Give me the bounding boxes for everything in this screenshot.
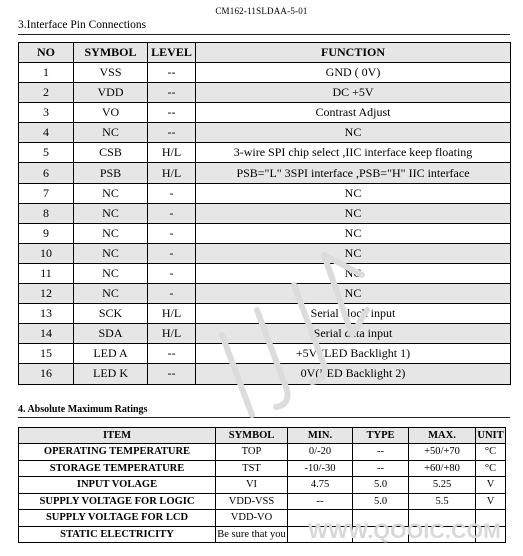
pin-table-row — [19, 364, 511, 384]
ratings-table-row — [19, 444, 506, 461]
column-header-level: LEVEL — [148, 43, 196, 63]
table-cell: VO — [74, 103, 148, 123]
table-cell: SUPPLY VOLTAGE FOR LCD — [19, 510, 216, 527]
table-cell: LED K — [74, 364, 148, 384]
pin-table-row — [19, 83, 511, 103]
pin-table-row — [19, 63, 511, 83]
ratings-table-header-row — [19, 428, 506, 444]
table-cell: -- — [148, 123, 196, 143]
table-cell: NC — [74, 183, 148, 203]
table-cell: +60/+80 — [409, 460, 476, 477]
table-cell: -- — [148, 63, 196, 83]
pin-table-row — [19, 344, 511, 364]
column-header-max: MAX. — [409, 428, 476, 444]
table-cell: NC — [196, 263, 511, 283]
table-cell: TOP — [216, 444, 288, 461]
table-cell: SDA — [74, 324, 148, 344]
table-cell: - — [148, 263, 196, 283]
table-cell: -- — [148, 364, 196, 384]
table-cell: Be sure that you — [216, 526, 288, 543]
table-cell: 9 — [19, 223, 74, 243]
table-cell: LED A — [74, 344, 148, 364]
table-cell: -- — [353, 460, 409, 477]
table-cell: 16 — [19, 364, 74, 384]
table-cell: 12 — [19, 284, 74, 304]
table-cell: Serial data input — [196, 324, 511, 344]
table-cell: VSS — [74, 63, 148, 83]
table-cell: - — [148, 243, 196, 263]
pin-table-row — [19, 284, 511, 304]
table-cell: °C — [476, 444, 506, 461]
table-cell: 2 — [19, 83, 74, 103]
table-cell: -- — [353, 444, 409, 461]
pin-table-row — [19, 324, 511, 344]
table-cell: -10/-30 — [288, 460, 353, 477]
section-3-rule — [18, 34, 510, 35]
pin-table-row — [19, 203, 511, 223]
table-cell: TST — [216, 460, 288, 477]
ratings-table-row — [19, 460, 506, 477]
table-cell: VDD-VSS — [216, 493, 288, 510]
table-cell: -- — [148, 103, 196, 123]
pin-table-row — [19, 304, 511, 324]
table-cell: °C — [476, 460, 506, 477]
table-cell: CSB — [74, 143, 148, 163]
table-cell: NC — [196, 243, 511, 263]
table-cell: 5.25 — [409, 477, 476, 494]
table-cell: DC +5V — [196, 83, 511, 103]
pin-table-row — [19, 223, 511, 243]
pin-table-row — [19, 123, 511, 143]
pin-table-row — [19, 263, 511, 283]
column-header-symbol: SYMBOL — [74, 43, 148, 63]
column-header-unit: UNIT — [476, 428, 506, 444]
table-cell: -- — [288, 493, 353, 510]
table-cell: NC — [196, 123, 511, 143]
table-cell: H/L — [148, 304, 196, 324]
document-header-id: CM162-11SLDAA-5-01 — [215, 6, 308, 16]
table-cell: PSB — [74, 163, 148, 183]
table-cell: -- — [148, 83, 196, 103]
table-cell: VDD — [74, 83, 148, 103]
table-cell: - — [148, 203, 196, 223]
table-cell: V — [476, 477, 506, 494]
table-cell: NC — [74, 203, 148, 223]
column-header-no: NO — [19, 43, 74, 63]
table-cell: 10 — [19, 243, 74, 263]
table-cell: 5.0 — [353, 477, 409, 494]
table-cell: Contrast Adjust — [196, 103, 511, 123]
table-cell: NC — [196, 223, 511, 243]
table-cell: 11 — [19, 263, 74, 283]
table-cell: INPUT VOLAGE — [19, 477, 216, 494]
table-cell: 6 — [19, 163, 74, 183]
table-cell: STATIC ELECTRICITY — [19, 526, 216, 543]
table-cell: NC — [196, 183, 511, 203]
pin-table-row — [19, 143, 511, 163]
table-cell: - — [148, 223, 196, 243]
table-cell: - — [148, 284, 196, 304]
table-cell: 15 — [19, 344, 74, 364]
pin-table-header-row — [19, 43, 511, 63]
table-cell: GND ( 0V) — [196, 63, 511, 83]
column-header-min: MIN. — [288, 428, 353, 444]
table-cell: 7 — [19, 183, 74, 203]
table-cell: 3-wire SPI chip select ,IIC interface keep floating — [196, 143, 511, 163]
pin-table-row — [19, 183, 511, 203]
table-cell: - — [148, 183, 196, 203]
table-cell: V — [476, 493, 506, 510]
table-cell: -- — [148, 344, 196, 364]
table-cell: H/L — [148, 324, 196, 344]
table-cell: H/L — [148, 143, 196, 163]
table-cell: 5.5 — [409, 493, 476, 510]
column-header-type: TYPE — [353, 428, 409, 444]
section-3-title: 3.Interface Pin Connections — [18, 19, 147, 31]
table-cell: 4 — [19, 123, 74, 143]
table-cell: 13 — [19, 304, 74, 324]
table-cell: NC — [74, 223, 148, 243]
pin-table-row — [19, 103, 511, 123]
table-cell: 4.75 — [288, 477, 353, 494]
column-header-function: FUNCTION — [196, 43, 511, 63]
table-cell: NC — [74, 243, 148, 263]
table-cell: 5.0 — [353, 493, 409, 510]
table-cell: 14 — [19, 324, 74, 344]
table-cell: NC — [74, 263, 148, 283]
table-cell: NC — [196, 203, 511, 223]
column-header-item: ITEM — [19, 428, 216, 444]
ratings-table-row — [19, 493, 506, 510]
table-cell: 1 — [19, 63, 74, 83]
ratings-table-row — [19, 477, 506, 494]
site-watermark-text: WWW.QOOIC.COM — [308, 520, 501, 543]
pin-table-row — [19, 163, 511, 183]
table-cell: 0V(LED Backlight 2) — [196, 364, 511, 384]
table-cell: NC — [74, 123, 148, 143]
table-cell: VI — [216, 477, 288, 494]
table-cell: PSB="L" 3SPI interface ,PSB="H" IIC interface — [196, 163, 511, 183]
section-4-title: 4. Absolute Maximum Ratings — [18, 404, 148, 415]
column-header-symbol: SYMBOL — [216, 428, 288, 444]
table-cell: 8 — [19, 203, 74, 223]
table-cell: SCK — [74, 304, 148, 324]
table-cell: VDD-VO — [216, 510, 288, 527]
pin-connections-table — [18, 42, 511, 385]
table-cell: OPERATING TEMPERATURE — [19, 444, 216, 461]
table-cell: NC — [196, 284, 511, 304]
table-cell: 5 — [19, 143, 74, 163]
table-cell: SUPPLY VOLTAGE FOR LOGIC — [19, 493, 216, 510]
table-cell: 0/-20 — [288, 444, 353, 461]
table-cell: Serial clock input — [196, 304, 511, 324]
table-cell: H/L — [148, 163, 196, 183]
pin-table-row — [19, 243, 511, 263]
table-cell: +50/+70 — [409, 444, 476, 461]
table-cell: STORAGE TEMPERATURE — [19, 460, 216, 477]
table-cell: 3 — [19, 103, 74, 123]
section-4-rule — [18, 417, 510, 418]
table-cell: +5V (LED Backlight 1) — [196, 344, 511, 364]
table-cell: NC — [74, 284, 148, 304]
